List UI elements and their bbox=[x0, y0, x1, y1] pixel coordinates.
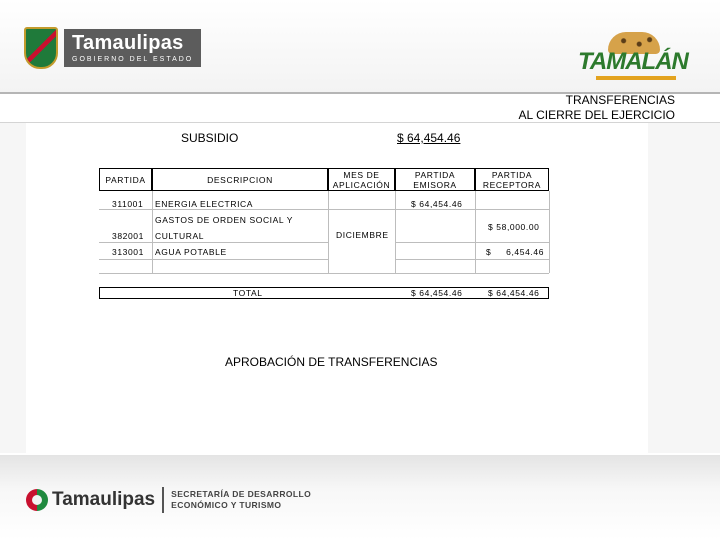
total-receptora: $ 64,454.46 bbox=[488, 288, 540, 298]
row-divider bbox=[395, 259, 549, 260]
header-descripcion: DESCRIPCION bbox=[152, 168, 328, 191]
header-mes-line-1: MES DE bbox=[343, 169, 380, 180]
municipal-logo bbox=[578, 32, 696, 87]
subsidio-label: SUBSIDIO bbox=[181, 131, 239, 145]
right-margin-shade bbox=[648, 123, 720, 453]
left-margin-shade bbox=[0, 123, 26, 453]
government-wordmark bbox=[64, 29, 201, 67]
footer-separator bbox=[162, 487, 164, 513]
total-row bbox=[99, 287, 549, 299]
footer-logo bbox=[26, 487, 311, 513]
column-divider bbox=[152, 191, 153, 273]
header-partida-receptora bbox=[475, 168, 549, 191]
footer-secretaria-line-1: SECRETARÍA DE DESARROLLO bbox=[171, 489, 312, 499]
row-divider bbox=[99, 209, 549, 210]
row-divider bbox=[395, 242, 549, 243]
tamaulipas-swirl-icon bbox=[26, 489, 48, 511]
row4-descripcion: AGUA POTABLE bbox=[155, 247, 227, 257]
government-name: Tamaulipas bbox=[72, 32, 184, 54]
footer-name: Tamaulipas bbox=[52, 489, 156, 510]
row4-partida: 313001 bbox=[112, 247, 144, 257]
row2-receptora: $ 58,000.00 bbox=[488, 222, 540, 232]
municipal-name: TAMALÁN bbox=[578, 48, 688, 75]
header-partida-emisora: PARTIDA EMISORA bbox=[395, 168, 475, 191]
row-divider bbox=[99, 259, 328, 260]
municipal-tagline-bar bbox=[596, 76, 676, 80]
row-divider bbox=[99, 273, 549, 274]
row1-descripcion: ENERGIA ELECTRICA bbox=[155, 199, 254, 209]
total-label: TOTAL bbox=[233, 288, 263, 298]
row1-emisora: $ 64,454.46 bbox=[411, 199, 463, 209]
header-mes-aplicacion bbox=[328, 168, 395, 191]
footer-secretaria-line-2: ECONÓMICO Y TURISMO bbox=[171, 500, 282, 510]
row2-descripcion: GASTOS DE ORDEN SOCIAL Y bbox=[155, 215, 293, 225]
aprobacion-heading: APROBACIÓN DE TRANSFERENCIAS bbox=[225, 355, 438, 369]
government-subtitle: GOBIERNO DEL ESTADO bbox=[72, 56, 194, 63]
footer-secretaria bbox=[171, 489, 311, 511]
title-line-1: TRANSFERENCIAS bbox=[565, 93, 675, 107]
document-title bbox=[519, 93, 675, 123]
column-divider bbox=[395, 191, 396, 273]
row3-partida: 382001 bbox=[112, 231, 144, 241]
column-divider bbox=[475, 191, 476, 273]
row1-partida: 311001 bbox=[112, 199, 144, 209]
title-line-2: AL CIERRE DEL EJERCICIO bbox=[518, 108, 675, 122]
mes-aplicacion-value: DICIEMBRE bbox=[336, 230, 389, 240]
column-divider bbox=[549, 191, 550, 273]
header-receptora-line-1: PARTIDA bbox=[491, 169, 533, 180]
row-divider bbox=[99, 242, 328, 243]
total-emisora: $ 64,454.46 bbox=[411, 288, 463, 298]
government-logo bbox=[24, 27, 201, 69]
subsidio-amount: $ 64,454.46 bbox=[397, 131, 461, 145]
state-coat-of-arms-icon bbox=[24, 27, 58, 69]
row4-receptora: $ 6,454.46 bbox=[486, 247, 545, 257]
header-receptora-line-2: RECEPTORA bbox=[482, 179, 542, 190]
column-divider bbox=[328, 191, 329, 273]
header-mes-line-2: APLICACIÓN bbox=[332, 179, 391, 190]
header-partida: PARTIDA bbox=[99, 168, 152, 191]
row3-descripcion: CULTURAL bbox=[155, 231, 205, 241]
